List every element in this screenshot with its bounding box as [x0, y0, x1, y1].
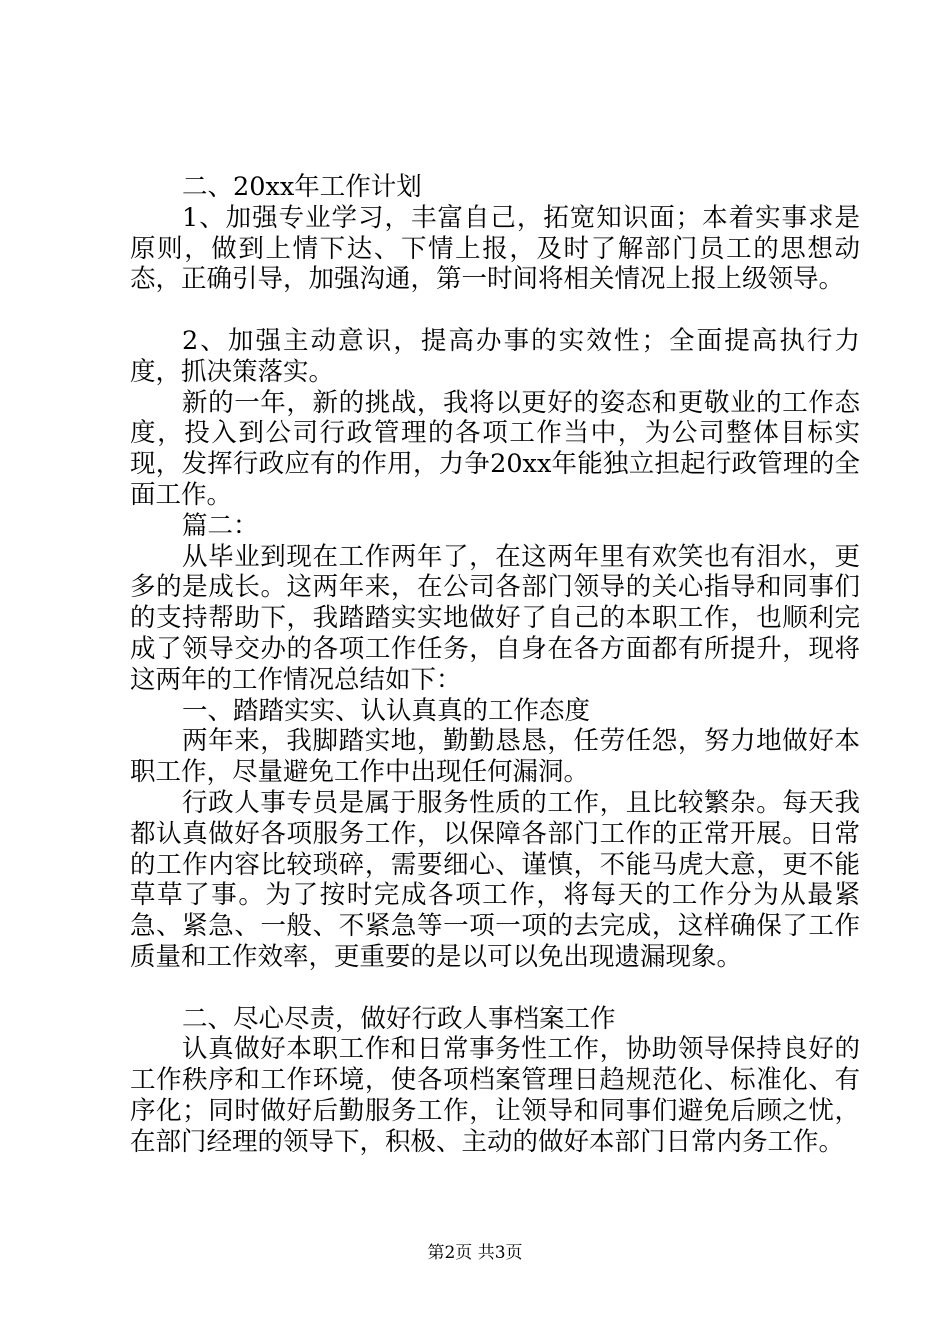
paragraph-hr-specialist: 行政人事专员是属于服务性质的工作，且比较繁杂。每天我都认真做好各项服务工作，以保障各部门工作的正常开展。日常的工作内容比较琐碎，需要细心、谨慎，不能马虎大意，更不能草草了事。为了按时完成各项工作，将每天的工作分为从最紧急、紧急、一般、不紧急等一项一项的去完成，这样确保了工作质量和工作效率，更重要的是以可以免出现遗漏现象。	[130, 787, 860, 972]
section-heading-work-plan: 二、20xx年工作计划	[182, 172, 422, 202]
paragraph-gap	[130, 973, 860, 1004]
section-heading-part-two: 篇二：	[182, 510, 259, 541]
paragraph-new-year: 新的一年，新的挑战，我将以更好的姿态和更敬业的工作态度，投入到公司行政管理的各项工作当中，为公司整体目标实现，发挥行政应有的作用，力争20xx年能独立担起行政管理的全面工作。	[130, 387, 860, 510]
paragraph-intro: 从毕业到现在工作两年了，在这两年里有欢笑也有泪水，更多的是成长。这两年来，在公司各部门领导的关心指导和同事们的支持帮助下，我踏踏实实地做好了自己的本职工作，也顺利完成了领导交办的各项工作任务，自身在各方面都有所提升，现将这两年的工作情况总结如下：	[130, 541, 860, 695]
paragraph-duties: 认真做好本职工作和日常事务性工作，协助领导保持良好的工作秩序和工作环境，使各项档案管理日趋规范化、标准化、有序化；同时做好后勤服务工作，让领导和同事们避免后顾之忧，在部门经理的领导下，积极、主动的做好本部门日常内务工作。	[130, 1034, 860, 1157]
paragraph-gap	[130, 295, 860, 326]
paragraph-two-years: 两年来，我脚踏实地，勤勤恳恳，任劳任怨，努力地做好本职工作，尽量避免工作中出现任何漏洞。	[130, 726, 860, 788]
section-heading-archives: 二、尽心尽责，做好行政人事档案工作	[182, 1003, 616, 1034]
document-body	[130, 172, 860, 1158]
paragraph-plan-item-1: 1、加强专业学习，丰富自己，拓宽知识面；本着实事求是原则，做到上情下达、下情上报，及时了解部门员工的思想动态，正确引导，加强沟通，第一时间将相关情况上报上级领导。	[130, 202, 860, 295]
paragraph-plan-item-2: 2、加强主动意识，提高办事的实效性；全面提高执行力度，抓决策落实。	[130, 325, 860, 387]
section-heading-attitude: 一、踏踏实实、认认真真的工作态度	[182, 695, 591, 726]
page-number-footer: 第2页 共3页	[427, 1243, 523, 1263]
